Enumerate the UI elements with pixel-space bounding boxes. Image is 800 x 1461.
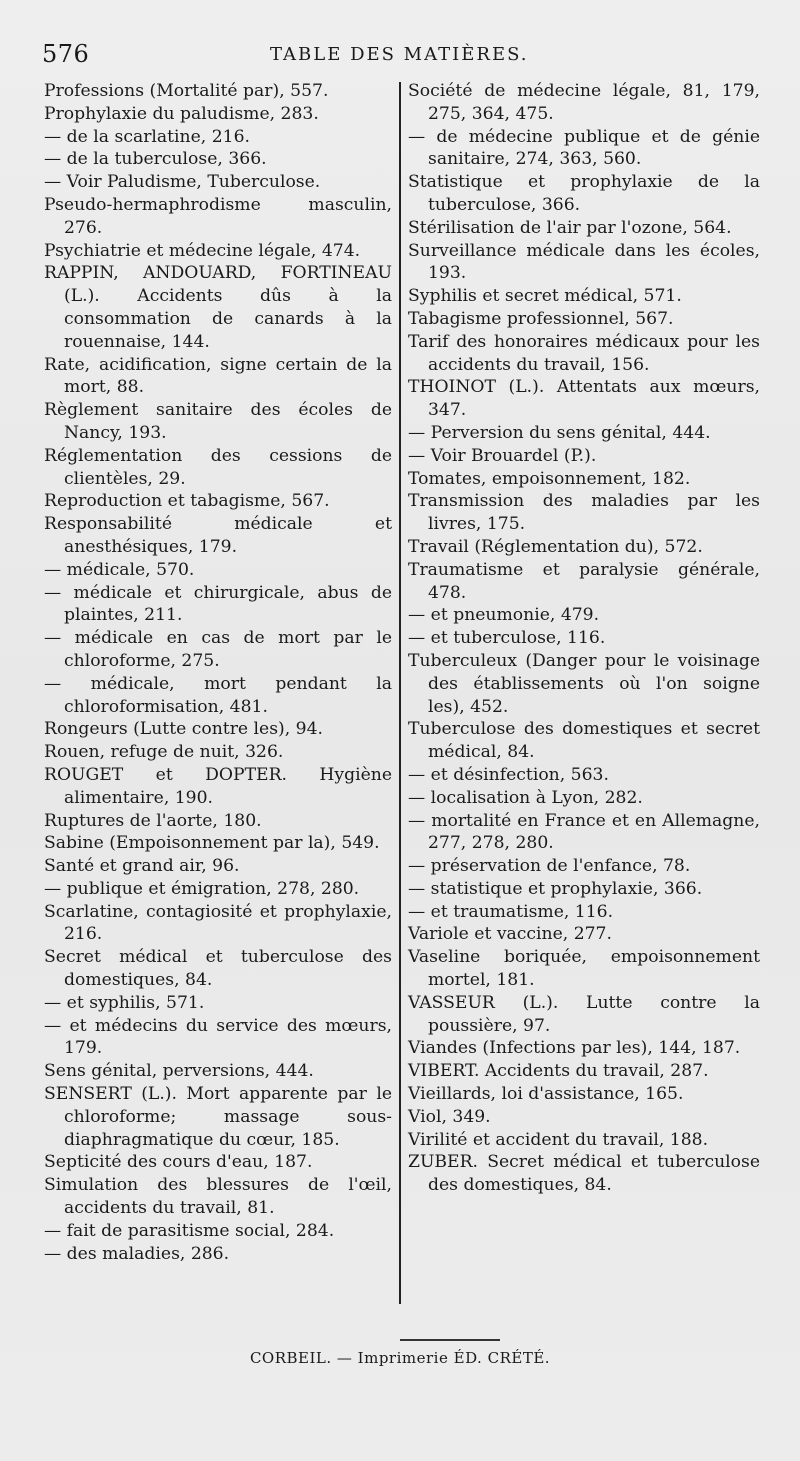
printer-imprint: CORBEIL. — Imprimerie ÉD. CRÉTÉ.: [249, 1349, 551, 1367]
index-entry: — Voir Brouardel (P.).: [408, 445, 597, 466]
index-entry: Vieillards, loi d'assistance, 165.: [408, 1084, 684, 1105]
index-entry: — médicale et chirurgicale, abus de plaintes, 211.: [44, 582, 392, 626]
index-entry: — préservation de l'enfance, 78.: [408, 856, 691, 877]
index-entry: Ruptures de l'aorte, 180.: [44, 810, 262, 831]
index-entry: — mortalité en France et en Allemagne, 277, 278, 280.: [408, 810, 760, 854]
index-entry: VASSEUR (L.). Lutte contre la poussière, 97.: [408, 992, 760, 1036]
index-entry: — des maladies, 286.: [44, 1243, 230, 1264]
index-entry: Santé et grand air, 96.: [44, 856, 240, 877]
index-entry: — statistique et prophylaxie, 366.: [408, 878, 703, 899]
index-entry: — localisation à Lyon, 282.: [408, 787, 643, 808]
index-entry: Rouen, refuge de nuit, 326.: [44, 742, 284, 763]
index-column-left: [44, 80, 392, 1265]
index-entry: — de la scarlatine, 216.: [44, 126, 250, 147]
index-entry: Tuberculeux (Danger pour le voisinage des établissements où l'on soigne les), 452.: [408, 650, 760, 717]
index-entry: Viandes (Infections par les), 144, 187.: [408, 1038, 741, 1059]
index-entry: Sens génital, perversions, 444.: [44, 1061, 314, 1082]
index-entry: Règlement sanitaire des écoles de Nancy, 193.: [44, 400, 392, 443]
running-title: TABLE DES MATIÈRES.: [270, 44, 529, 65]
index-entry: Pseudo-hermaphrodisme masculin, 276.: [44, 194, 392, 238]
index-entry: Viol, 349.: [408, 1106, 491, 1127]
index-entry: RAPPIN, ANDOUARD, FORTINEAU (L.). Accidents dûs à la consommation de canards à la rouennaise, 144.: [44, 263, 392, 352]
index-entry: THOINOT (L.). Attentats aux mœurs, 347.: [408, 377, 760, 421]
index-entry: Professions (Mortalité par), 557.: [44, 81, 329, 101]
footer-rule: [400, 1339, 500, 1341]
index-entry: — et traumatisme, 116.: [408, 901, 614, 922]
index-entry: Tarif des honoraires médicaux pour les accidents du travail, 156.: [408, 331, 760, 375]
index-entry: Reproduction et tabagisme, 567.: [44, 491, 330, 512]
index-entry: ROUGET et DOPTER. Hygiène alimentaire, 190.: [44, 764, 392, 808]
index-entry: Variole et vaccine, 277.: [408, 924, 612, 945]
index-entry: Stérilisation de l'air par l'ozone, 564.: [408, 217, 732, 238]
index-entry: Rongeurs (Lutte contre les), 94.: [44, 719, 323, 740]
index-entry: — et désinfection, 563.: [408, 764, 609, 785]
index-entry: Statistique et prophylaxie de la tuberculose, 366.: [408, 172, 760, 215]
index-entry: ZUBER. Secret médical et tuberculose des domestiques, 84.: [408, 1152, 760, 1196]
index-entry: Transmission des maladies par les livres, 175.: [408, 491, 760, 535]
index-entry: VIBERT. Accidents du travail, 287.: [408, 1061, 709, 1082]
index-entry: Tabagisme professionnel, 567.: [408, 308, 674, 329]
index-entry: Réglementation des cessions de clientèles, 29.: [44, 445, 392, 489]
index-entry: Psychiatrie et médecine légale, 474.: [44, 240, 361, 261]
index-entry: Tuberculose des domestiques et secret médical, 84.: [408, 719, 760, 763]
index-entry: Virilité et accident du travail, 188.: [408, 1129, 709, 1150]
index-entry: Tomates, empoisonnement, 182.: [408, 468, 691, 489]
index-entry: — médicale, mort pendant la chloroformisation, 481.: [44, 673, 392, 717]
index-entry: — et tuberculose, 116.: [408, 628, 606, 649]
index-entry: — et pneumonie, 479.: [408, 605, 600, 626]
index-column-right: [408, 80, 760, 1197]
index-entry: Surveillance médicale dans les écoles, 193.: [408, 240, 760, 284]
column-divider: [399, 82, 401, 1304]
index-entry: SENSERT (L.). Mort apparente par le chloroforme; massage sous-diaphragmatique du cœur, 185.: [44, 1084, 392, 1150]
index-entry: — Voir Paludisme, Tuberculose.: [44, 172, 321, 193]
index-entry: Secret médical et tuberculose des domestiques, 84.: [44, 947, 392, 991]
index-entry: Syphilis et secret médical, 571.: [408, 286, 682, 307]
index-entry: — fait de parasitisme social, 284.: [44, 1220, 335, 1241]
index-entry: Simulation des blessures de l'œil, accidents du travail, 81.: [44, 1175, 392, 1219]
index-entry: Traumatisme et paralysie générale, 478.: [408, 559, 760, 603]
index-entry: Société de médecine légale, 81, 179, 275, 364, 475.: [408, 81, 760, 124]
index-entry: Responsabilité médicale et anesthésiques, 179.: [44, 514, 392, 557]
index-entry: — publique et émigration, 278, 280.: [44, 878, 360, 899]
index-entry: — de la tuberculose, 366.: [44, 149, 267, 170]
index-entry: — médicale en cas de mort par le chloroforme, 275.: [44, 628, 392, 671]
index-entry: — et syphilis, 571.: [44, 992, 205, 1013]
index-entry: Rate, acidification, signe certain de la mort, 88.: [44, 354, 392, 398]
index-entry: — médicale, 570.: [44, 559, 195, 580]
index-entry: Scarlatine, contagiosité et prophylaxie, 216.: [44, 901, 392, 945]
index-entry: Prophylaxie du paludisme, 283.: [44, 103, 319, 124]
index-entry: Sabine (Empoisonnement par la), 549.: [44, 833, 380, 854]
index-entry: Travail (Réglementation du), 572.: [408, 536, 703, 557]
index-entry: — de médecine publique et de génie sanitaire, 274, 363, 560.: [408, 126, 760, 170]
page-number: 576: [42, 40, 90, 68]
index-entry: Septicité des cours d'eau, 187.: [44, 1152, 313, 1173]
index-entry: — Perversion du sens génital, 444.: [408, 422, 711, 443]
page-header: [0, 40, 800, 80]
index-entry: — et médecins du service des mœurs, 179.: [44, 1015, 392, 1059]
index-entry: Vaseline boriquée, empoisonnement mortel, 181.: [408, 947, 760, 991]
